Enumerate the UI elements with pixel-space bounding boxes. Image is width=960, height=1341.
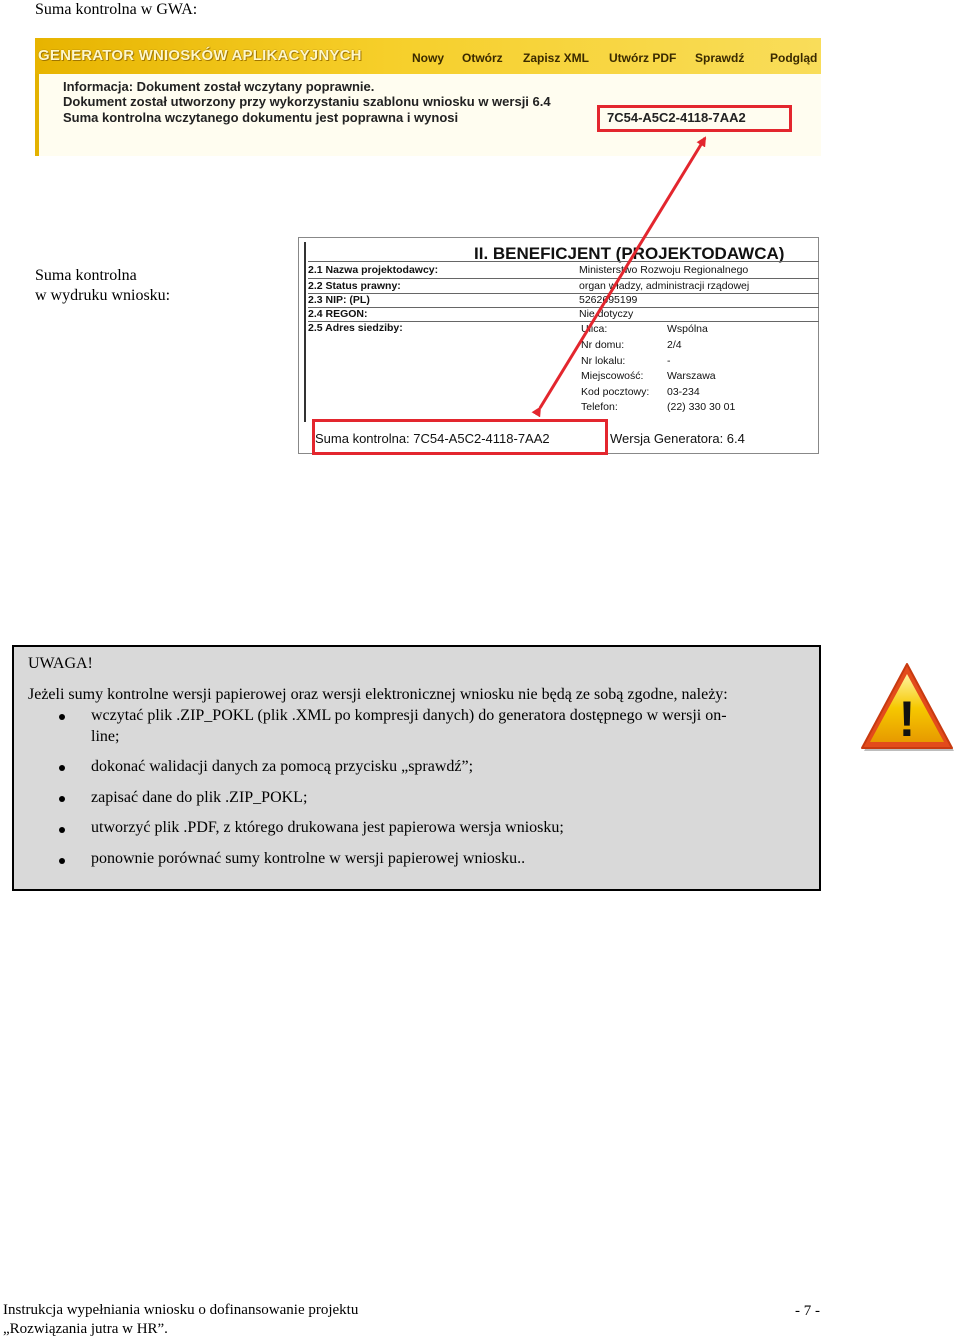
warning-item-4: utworzyć plik .PDF, z którego drukowana jest papierowa wersja wniosku; (91, 819, 564, 836)
addr-label-telefon: Telefon: (581, 401, 618, 413)
addr-label-ulica: Ulica: (581, 323, 608, 335)
gwa-message-line1: Informacja: Dokument został wczytany poprawnie. (63, 79, 375, 94)
menu-zapisz-xml[interactable]: Zapisz XML (523, 51, 590, 65)
gwa-message-line2: Dokument został utworzony przy wykorzystaniu szablonu wniosku w wersji 6.4 (63, 94, 551, 109)
field-label-regon: 2.4 REGON: (308, 308, 368, 320)
addr-value-nr-lokalu: - (667, 355, 671, 367)
bullet (59, 858, 65, 864)
gwa-checksum: 7C54-A5C2-4118-7AA2 (607, 110, 746, 125)
gwa-message-line3: Suma kontrolna wczytanego dokumentu jest poprawna i wynosi (63, 110, 459, 125)
bullet (59, 765, 65, 771)
footer-page-number: - 7 - (795, 1303, 820, 1319)
warning-item-1: wczytać plik .ZIP_POKL (plik .XML po kompresji danych) do generatora dostępnego w wersji on- (91, 707, 727, 724)
arrow-line (540, 138, 705, 408)
warning-triangle-icon (858, 660, 956, 756)
warning-item-2: dokonać walidacji danych za pomocą przycisku „sprawdź”; (91, 758, 474, 775)
warning-intro: Jeżeli sumy kontrolne wersji papierowej oraz wersji elektronicznej wniosku nie będą ze sobą zgodne, należy: (28, 686, 728, 703)
warning-box (12, 645, 821, 891)
addr-value-miejscowosc: Warszawa (667, 370, 716, 382)
addr-label-nr-lokalu: Nr lokalu: (581, 355, 626, 367)
printout-title: II. BENEFICJENT (PROJEKTODAWCA) (474, 244, 785, 263)
field-label-status: 2.2 Status prawny: (308, 280, 401, 292)
addr-value-nr-domu: 2/4 (667, 339, 682, 351)
field-label-nip: 2.3 NIP: (PL) (308, 294, 370, 306)
warning-item-1-cont: line; (91, 728, 120, 745)
menu-otworz[interactable]: Otwórz (462, 51, 503, 65)
addr-label-kod: Kod pocztowy: (581, 386, 650, 398)
addr-label-nr-domu: Nr domu: (581, 339, 625, 351)
menu-nowy[interactable]: Nowy (412, 51, 445, 65)
printout-version: Wersja Generatora: 6.4 (610, 431, 745, 446)
warning-item-5: ponownie porównać sumy kontrolne w wersji papierowej wniosku.. (91, 850, 526, 867)
footer-line1: Instrukcja wypełniania wniosku o dofinansowanie projektu (3, 1302, 359, 1318)
field-value-nazwa: Ministerstwo Rozwoju Regionalnego (579, 264, 749, 276)
heading-print-line1: Suma kontrolna (35, 267, 137, 284)
heading-gwa: Suma kontrolna w GWA: (35, 1, 198, 18)
field-value-regon: Nie dotyczy (579, 308, 634, 320)
bullet (59, 827, 65, 833)
addr-value-ulica: Wspólna (667, 323, 708, 335)
addr-value-telefon: (22) 330 30 01 (667, 401, 736, 413)
gwa-app-title: GENERATOR WNIOSKÓW APLIKACYJNYCH (38, 47, 362, 64)
bullet (59, 714, 65, 720)
field-label-adres: 2.5 Adres siedziby: (308, 322, 403, 334)
menu-utworz-pdf[interactable]: Utwórz PDF (609, 51, 677, 65)
menu-sprawdz[interactable]: Sprawdź (695, 51, 745, 65)
printout-checksum: Suma kontrolna: 7C54-A5C2-4118-7AA2 (315, 431, 550, 446)
heading-print-line2: w wydruku wniosku: (35, 287, 171, 304)
warning-glyph: ! (898, 691, 916, 747)
footer-line2: „Rozwiązania jutra w HR”. (3, 1321, 168, 1337)
field-value-status: organ władzy, administracji rządowej (579, 280, 750, 292)
addr-label-miejscowosc: Miejscowość: (581, 370, 644, 382)
addr-value-kod: 03-234 (667, 386, 700, 398)
field-value-nip: 5262695199 (579, 294, 638, 306)
menu-podglad[interactable]: Podgląd (770, 51, 818, 65)
warning-item-3: zapisać dane do plik .ZIP_POKL; (91, 789, 308, 806)
warning-title: UWAGA! (28, 655, 93, 672)
bullet (59, 796, 65, 802)
field-label-nazwa: 2.1 Nazwa projektodawcy: (308, 264, 439, 276)
